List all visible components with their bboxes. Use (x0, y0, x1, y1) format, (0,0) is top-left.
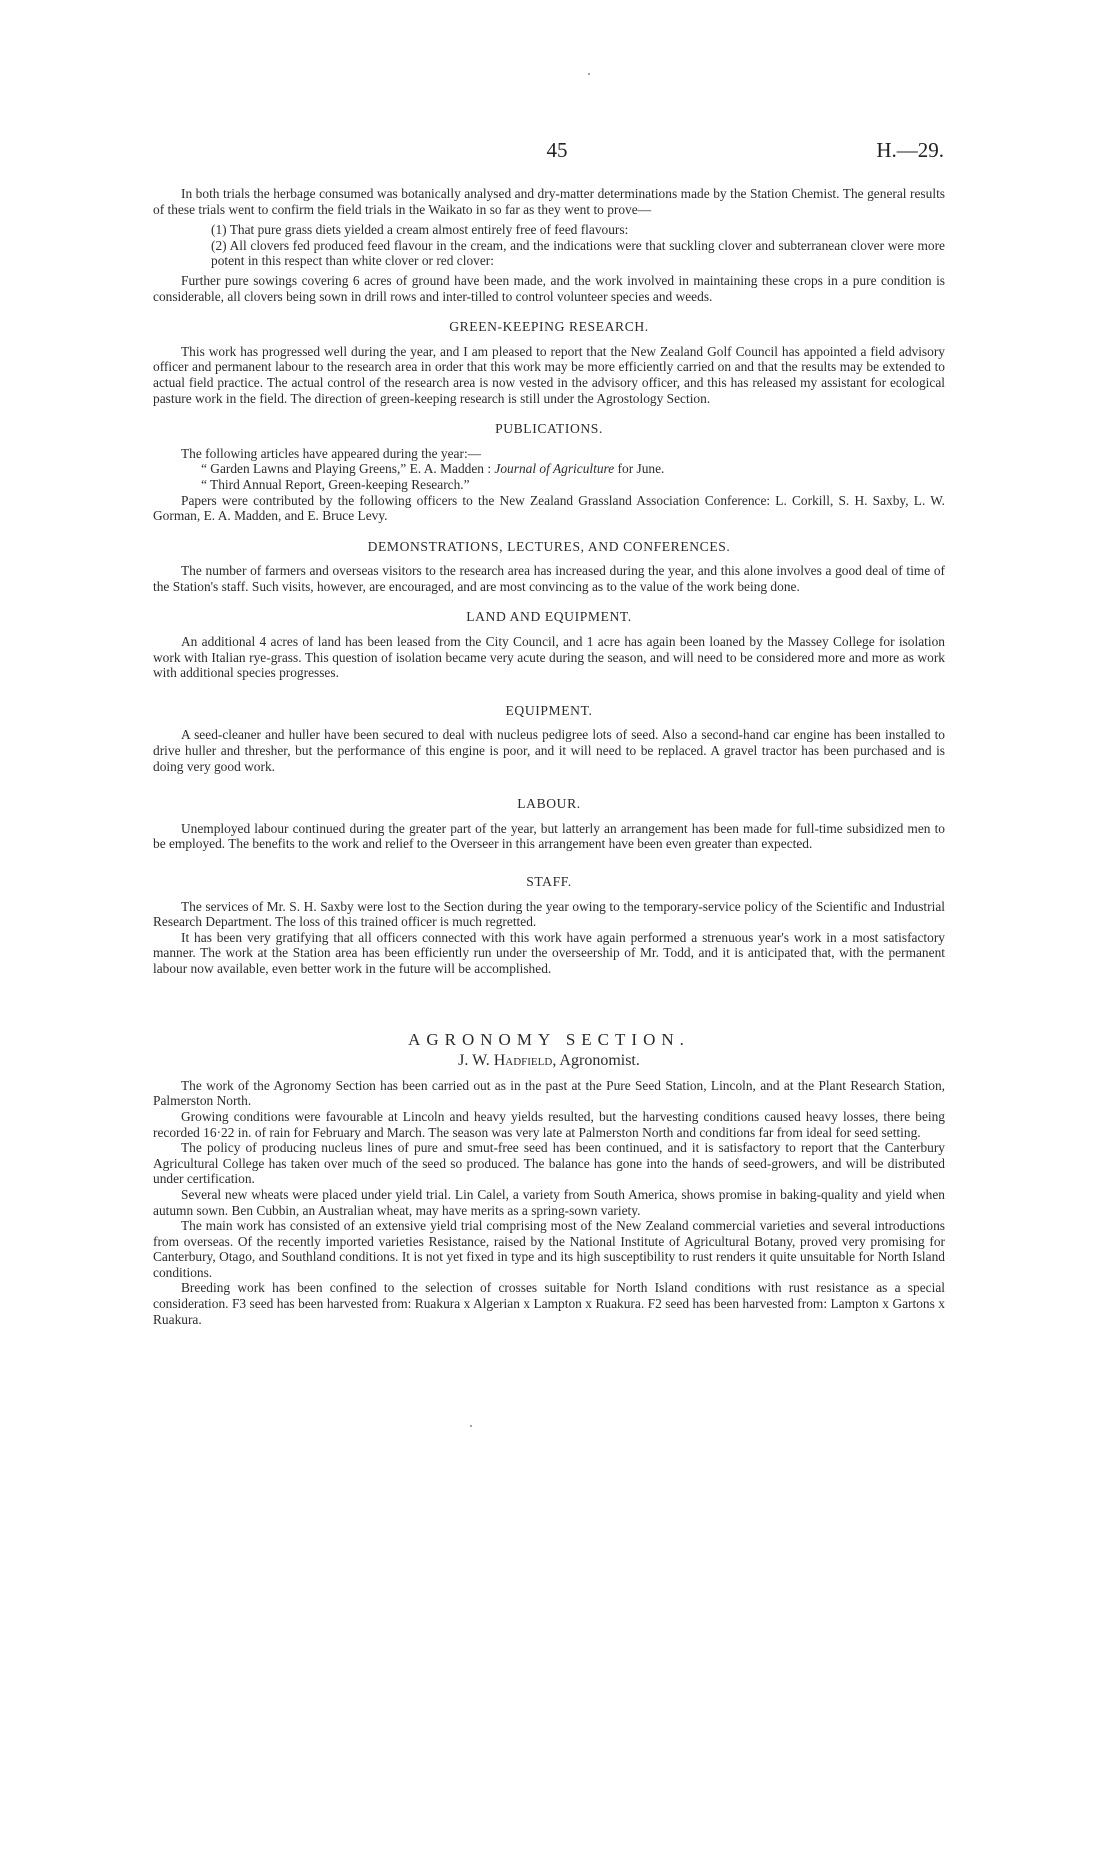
document-reference: H.—29. (876, 138, 944, 162)
byline-initials: J. W. (458, 1052, 490, 1070)
scan-speck (588, 73, 590, 75)
pure-sowings-paragraph: Further pure sowings covering 6 acres of ground have been made, and the work involved in maintaining these crops in a pure condition is considerable, all clovers being sown in drill rows and inter-tilled to control volunteer species and weeds. (153, 272, 945, 304)
agronomy-paragraph-3: The policy of producing nucleus lines of pure and smut-free seed has been continued, and it is satisfactory to report that the Canterbury Agricultural College has taken over much of the seed so produced. The balance has gone into the hands of seed-growers, and will be distributed under certification. (153, 1140, 945, 1187)
publications-heading: PUBLICATIONS. (495, 421, 603, 437)
publication-title-1: “ Garden Lawns and Playing Greens,” E. A. Madden : (201, 461, 492, 477)
equipment-heading: EQUIPMENT. (505, 702, 593, 718)
publication-date: for June. (617, 461, 665, 477)
publication-item-2: “ Third Annual Report, Green-keeping Research.” (201, 476, 470, 492)
agronomy-paragraph-5: The main work has consisted of an extensive yield trial comprising most of the New Zealand commercial varieties and several introductions from overseas. Of the recently imported varieties Resistance, raised by the National Institute of Agricultural Botany, proved very promising for Canterbury, Otago, and Southland conditions. It is not yet fixed in type and its high susceptibility to rust renders it quite unsuitable for North Island conditions. (153, 1218, 945, 1280)
demonstrations-paragraph: The number of farmers and overseas visitors to the research area has increased during the year, and this alone involves a good deal of time of the Station's staff. Such visits, however, are encouraged, and are most convincing as to the value of the work being done. (153, 563, 945, 594)
byline-name: Hadfield (493, 1052, 553, 1070)
agronomy-section-title: AGRONOMY SECTION. (408, 1029, 690, 1049)
staff-heading: STAFF. (526, 874, 572, 889)
agronomy-paragraph-1: The work of the Agronomy Section has been carried out as in the past at the Pure Seed Station, Lincoln, and at the Plant Research Station, Palmerston North. (153, 1077, 945, 1109)
agronomy-byline (153, 1053, 945, 1069)
page-body (153, 186, 945, 1327)
scan-speck (470, 1425, 472, 1427)
publication-item-1 (153, 461, 945, 477)
green-keeping-heading: GREEN-KEEPING RESEARCH. (449, 319, 649, 335)
agronomy-paragraph-6: Breeding work has been confined to the selection of crosses suitable for North Island conditions with rust resistance as a special consideration. F3 seed has been harvested from: Ruakura x Algerian x Lampton x Ruakura. F2 seed has been harvested from: Lampton x Gartons x Ruakura. (153, 1280, 945, 1327)
land-paragraph: An additional 4 acres of land has been leased from the City Council, and 1 acre has again been loaned by the Massey College for isolation work with Italian rye-grass. This question of isolation became very acute during the season, and will need to be considered more and more as work with additional species progresses. (153, 634, 945, 681)
agronomy-paragraph-4: Several new wheats were placed under yield trial. Lin Calel, a variety from South America, shows promise in baking-quality and yield when autumn sown. Ben Cubbin, an Australian wheat, may have merits as a spring-sown variety. (153, 1186, 945, 1218)
equipment-paragraph: A seed-cleaner and huller have been secured to deal with nucleus pedigree lots of seed. Also a second-hand car engine has been installed to drive huller and thresher, but the performance of this engine is poor, and it will need to be replaced. A gravel tractor has been purchased and is doing very good work. (153, 727, 945, 774)
findings-list (153, 222, 945, 269)
page-number: 45 (546, 138, 568, 162)
green-keeping-paragraph: This work has progressed well during the year, and I am pleased to report that the New Zealand Golf Council has appointed a field advisory officer and permanent labour to the research area in order that this work may be more efficiently carried on and that the results may be extended to actual field practice. The actual control of the research area is now vested in the advisory officer, and this has released my assistant for ecological pasture work in the field. The direction of green-keeping research is still under the Agrostology Section. (153, 343, 945, 406)
finding-item-1: (1) That pure grass diets yielded a cream almost entirely free of feed flavours: (211, 222, 629, 238)
labour-heading: LABOUR. (517, 796, 581, 812)
land-equipment-heading: LAND AND EQUIPMENT. (466, 609, 632, 625)
intro-paragraph: In both trials the herbage consumed was botanically analysed and dry-matter determinations made by the Station Chemist. The general results of these trials went to confirm the field trials in the Waikato in so far as they went to prove— (153, 186, 945, 217)
publications-intro: The following articles have appeared during the year:— (181, 445, 482, 461)
agronomy-paragraph-2: Growing conditions were favourable at Lincoln and heavy yields resulted, but the harvesting conditions caused heavy losses, there being recorded 16·22 in. of rain for February and March. The season was very late at Palmerston North and conditions far from ideal for seed setting. (153, 1108, 945, 1140)
papers-paragraph: Papers were contributed by the following officers to the New Zealand Grassland Association Conference: L. Corkill, S. H. Saxby, L. W. Gorman, E. A. Madden, and E. Bruce Levy. (153, 492, 945, 524)
labour-paragraph: Unemployed labour continued during the greater part of the year, but latterly an arrangement has been made for full-time subsidized men to be employed. The benefits to the work and relief to the Overseer in this arrangement have been even greater than expected. (153, 820, 945, 852)
staff-paragraph-2: It has been very gratifying that all officers connected with this work have again performed a strenuous year's work in a most satisfactory manner. The work at the Station area has been efficiently run under the overseership of Mr. Todd, and it is anticipated that, with the permanent labour now available, even better work in the future will be accomplished. (153, 929, 945, 976)
demonstrations-heading: DEMONSTRATIONS, LECTURES, AND CONFERENCES. (367, 538, 731, 554)
finding-item-2: (2) All clovers fed produced feed flavour in the cream, and the indications were that suckling clover and subterranean clover were more potent in this respect than white clover or red clover: (211, 237, 945, 269)
staff-paragraph-1: The services of Mr. S. H. Saxby were lost to the Section during the year owing to the temporary-service policy of the Scientific and Industrial Research Department. The loss of this trained officer is much regretted. (153, 898, 945, 930)
journal-name: Journal of Agriculture (494, 461, 615, 477)
byline-role: , Agronomist. (552, 1052, 640, 1070)
